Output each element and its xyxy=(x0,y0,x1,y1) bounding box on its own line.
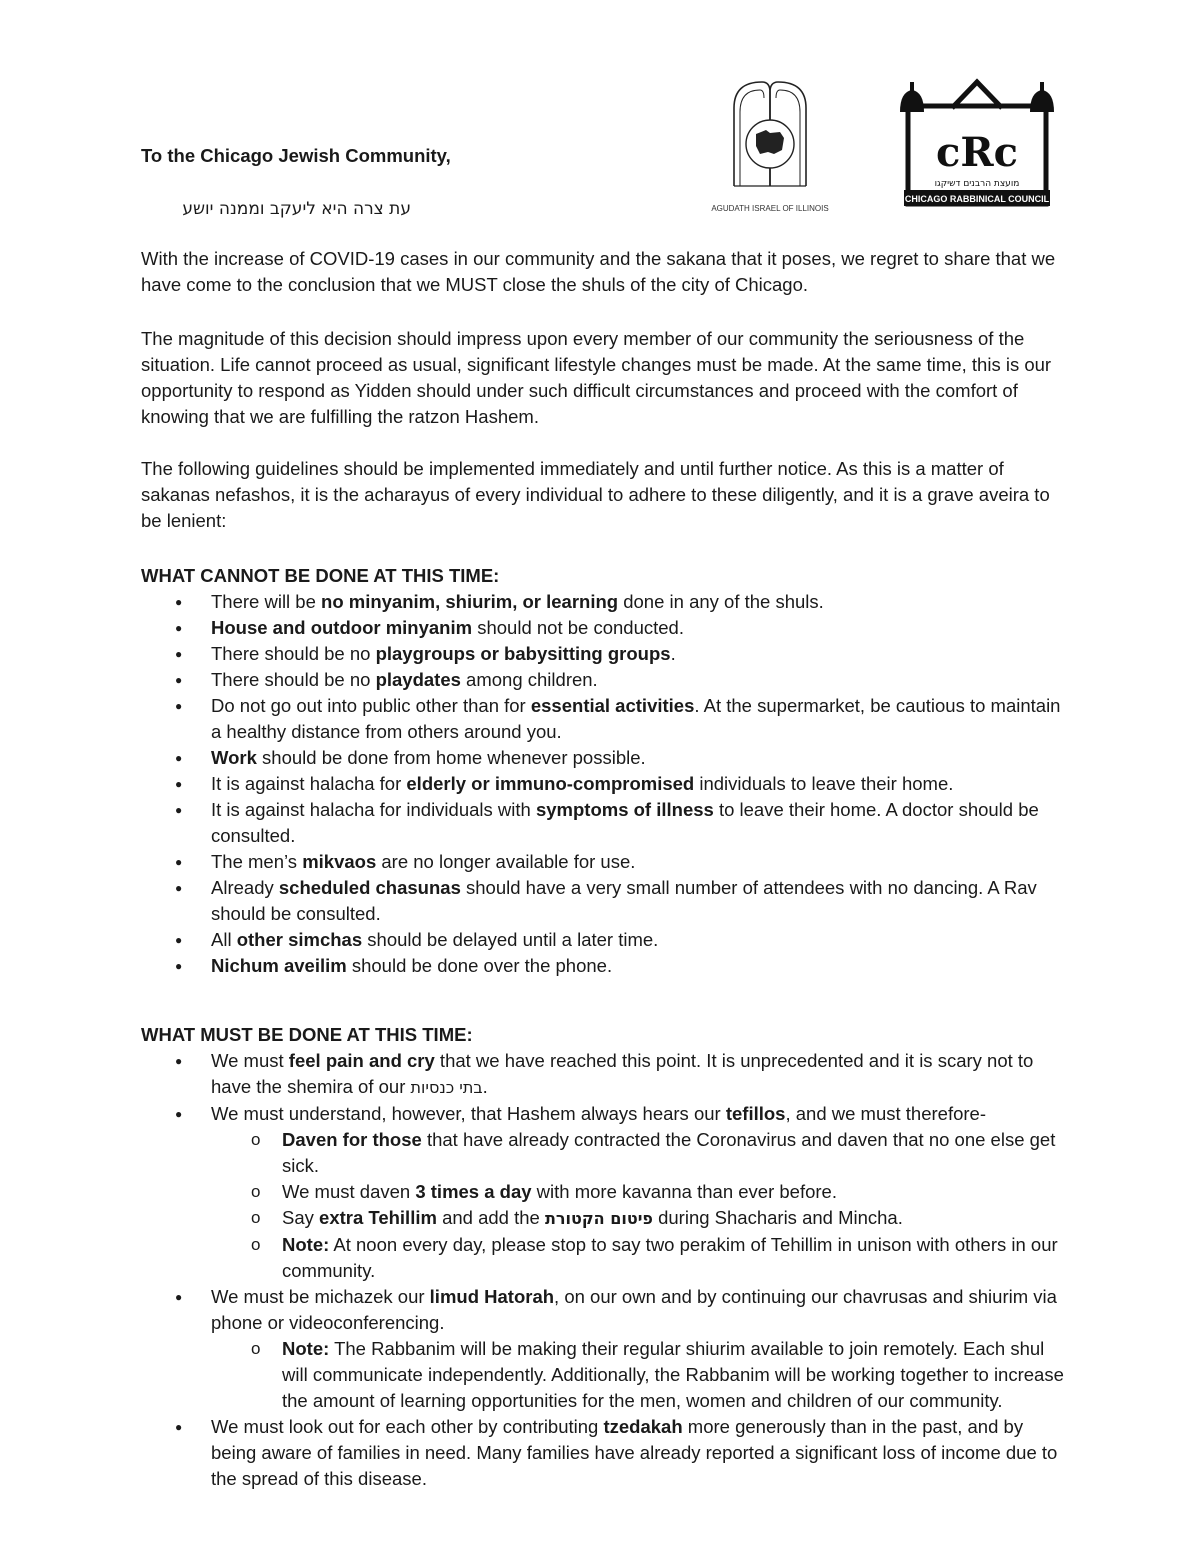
list-item: ● Do not go out into public other than for essential activities. At the supermarket, be cautious to maintain a healthy distance from others around you. xyxy=(141,693,1071,745)
cannot-section xyxy=(141,563,1071,979)
sub-list-item: o Say extra Tehillim and add the פיטום הקטורת during Shacharis and Mincha. xyxy=(141,1205,1071,1232)
list-item: ● It is against halacha for elderly or immuno-compromised individuals to leave their home. xyxy=(141,771,1071,797)
hebrew-verse: עת צרה היא ליעקב וממנה יושע xyxy=(182,199,411,219)
paragraph-magnitude: The magnitude of this decision should impress upon every member of our community the seriousness of the situation. Life cannot proceed as usual, significant lifestyle changes must be made. At the same time, this is our opportunity to respond as Yidden should under such difficult circumstances and proceed with the comfort of knowing that we are fulfilling the ratzon Hashem. xyxy=(141,328,1052,427)
salutation: To the Chicago Jewish Community, xyxy=(141,145,451,166)
list-item: ● Work should be done from home whenever possible. xyxy=(141,745,1071,771)
agudath-caption: AGUDATH ISRAEL OF ILLINOIS xyxy=(711,204,829,213)
cannot-heading: WHAT CANNOT BE DONE AT THIS TIME: xyxy=(141,565,500,586)
logo-area xyxy=(700,78,1060,218)
crc-caption: CHICAGO RABBINICAL COUNCIL xyxy=(904,194,1050,204)
list-item: ● There should be no playdates among children. xyxy=(141,667,1071,693)
list-item: ● Nichum aveilim should be done over the phone. xyxy=(141,953,1071,979)
must-section xyxy=(141,1022,1071,1492)
sub-list-item: o Daven for those that have already contracted the Coronavirus and daven that no one else get sick. xyxy=(141,1127,1071,1179)
must-list xyxy=(141,1048,1071,1492)
list-item: ● There should be no playgroups or babysitting groups. xyxy=(141,641,1071,667)
list-item: ● All other simchas should be delayed until a later time. xyxy=(141,927,1071,953)
chicago-rabbinical-council-logo xyxy=(896,78,1058,216)
list-item: ● Already scheduled chasunas should have a very small number of attendees with no dancing. A Rav should be consulted. xyxy=(141,875,1071,927)
list-item: ● We must understand, however, that Hashem always hears our tefillos, and we must therefore- xyxy=(141,1101,1071,1127)
sub-list-item: o Note: At noon every day, please stop to say two perakim of Tehillim in unison with others in our community. xyxy=(141,1232,1071,1284)
agudath-israel-logo xyxy=(700,78,840,216)
list-item: ● There will be no minyanim, shiurim, or learning done in any of the shuls. xyxy=(141,589,1071,615)
list-item: ● House and outdoor minyanim should not be conducted. xyxy=(141,615,1071,641)
crc-letters: cRc xyxy=(936,129,1018,176)
list-item: ● The men’s mikvaos are no longer available for use. xyxy=(141,849,1071,875)
list-item: ● It is against halacha for individuals with symptoms of illness to leave their home. A doctor should be consulted. xyxy=(141,797,1071,849)
paragraph-guidelines: The following guidelines should be implemented immediately and until further notice. As this is a matter of sakanas nefashos, it is the acharayus of every individual to adhere to these diligently, and it is a grave aveira to be lenient: xyxy=(141,458,1050,531)
list-item: ● We must be michazek our limud Hatorah, on our own and by continuing our chavrusas and shiurim via phone or videoconferencing. xyxy=(141,1284,1071,1336)
paragraph-intro: With the increase of COVID-19 cases in our community and the sakana that it poses, we regret to share that we have come to the conclusion that we MUST close the shuls of the city of Chicago. xyxy=(141,248,1056,295)
must-heading: WHAT MUST BE DONE AT THIS TIME: xyxy=(141,1024,473,1045)
sub-list-item: o We must daven 3 times a day with more kavanna than ever before. xyxy=(141,1179,1071,1205)
list-item: ● We must feel pain and cry that we have reached this point. It is unprecedented and it is scary not to have the shemira of our בתי כנסיות. xyxy=(141,1048,1071,1101)
list-item: ● We must look out for each other by contributing tzedakah more generously than in the past, and by being aware of families in need. Many families have already reported a significant loss of income due to the spread of this disease. xyxy=(141,1414,1071,1492)
cannot-list xyxy=(141,589,1071,979)
crc-hebrew: מועצת הרבנים דשיקגו xyxy=(934,179,1020,189)
sub-list-item: o Note: The Rabbanim will be making their regular shiurim available to join remotely. Each shul will communicate independently. Additionally, the Rabbanim will be working together to increase the amount of learning opportunities for the men, women and children of our community. xyxy=(141,1336,1071,1414)
